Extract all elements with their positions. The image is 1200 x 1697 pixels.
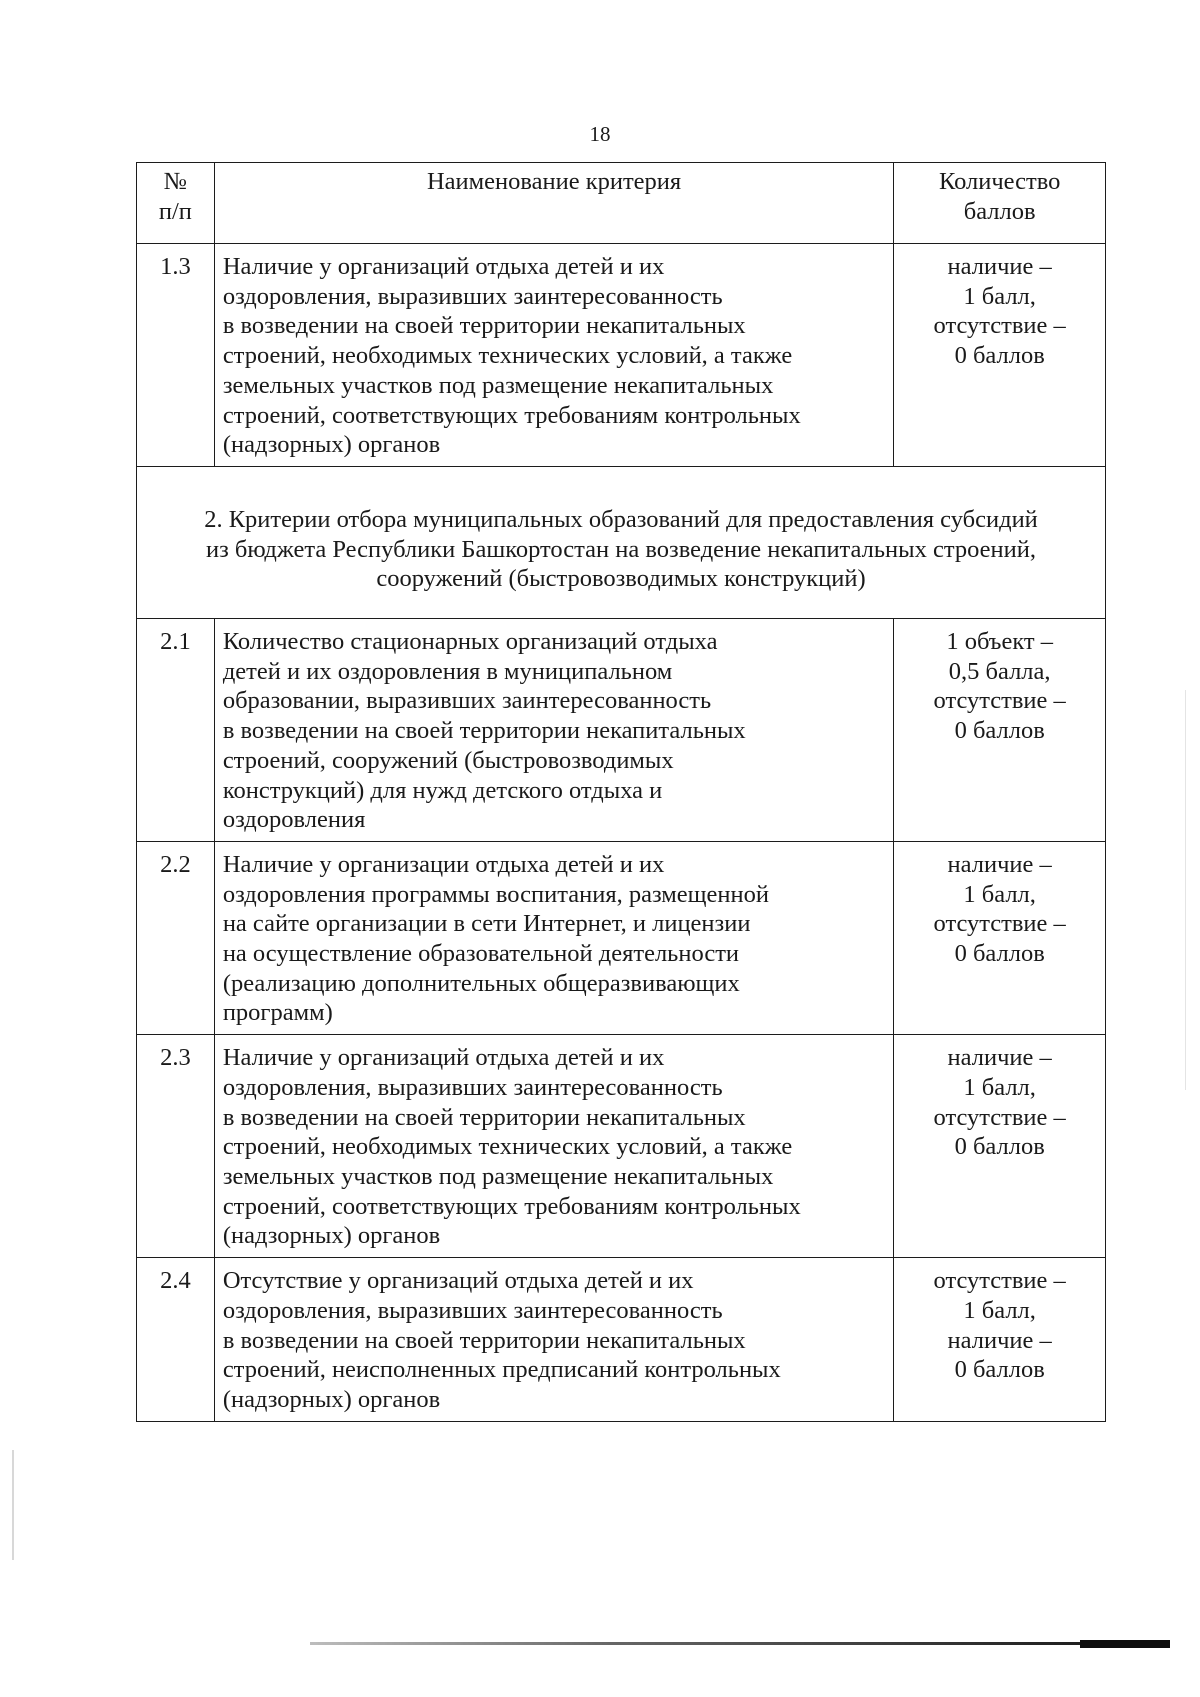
- criterion-line: в возведении на своей территории некапитальных: [222, 1103, 746, 1131]
- criterion-line: конструкций) для нужд детского отдыха и: [222, 776, 663, 804]
- row-number: 2.1: [137, 619, 215, 842]
- criterion-name: [214, 1258, 894, 1422]
- criterion-line: строений, необходимых технических условий, а также: [222, 1133, 793, 1161]
- criterion-line: оздоровления, выразивших заинтересованность: [222, 1296, 723, 1324]
- criterion-line: на сайте организации в сети Интернет, и лицензии: [222, 910, 751, 938]
- score-line: 0 баллов: [954, 940, 1045, 968]
- criterion-line: (надзорных) органов: [222, 1385, 441, 1413]
- criterion-name: [214, 619, 894, 842]
- score-line: отсутствие –: [933, 910, 1066, 938]
- score-line: 0,5 балла,: [948, 657, 1051, 685]
- criterion-score: [894, 619, 1106, 842]
- criterion-score: [894, 1258, 1106, 1422]
- criterion-line: (надзорных) органов: [222, 431, 441, 459]
- score-line: 0 баллов: [954, 1133, 1045, 1161]
- header-score: [894, 163, 1106, 244]
- score-line: наличие –: [947, 253, 1052, 280]
- header-score-line: баллов: [963, 197, 1036, 225]
- header-num-line: №: [163, 168, 188, 195]
- header-score-line: Количество: [938, 168, 1061, 195]
- criterion-line: в возведении на своей территории некапитальных: [222, 312, 746, 340]
- score-line: 1 объект –: [946, 628, 1054, 656]
- row-number: 1.3: [137, 244, 215, 467]
- criterion-line: Отсутствие у организаций отдыха детей и их: [222, 1267, 694, 1295]
- criterion-line: Наличие у организации отдыха детей и их: [222, 850, 665, 878]
- score-line: отсутствие –: [933, 687, 1066, 715]
- criterion-line: оздоровления, выразивших заинтересованность: [222, 282, 723, 310]
- row-number: 2.3: [137, 1035, 215, 1258]
- score-line: отсутствие –: [933, 1103, 1066, 1131]
- criterion-name: [214, 244, 894, 467]
- scan-artifact-mark: [1185, 690, 1186, 1090]
- criteria-table: [136, 162, 1106, 1422]
- score-line: 0 баллов: [954, 1356, 1045, 1384]
- criterion-name: [214, 841, 894, 1034]
- criterion-line: оздоровления программы воспитания, размещенной: [222, 880, 769, 908]
- score-line: наличие –: [947, 850, 1052, 878]
- section-heading: [137, 466, 1106, 618]
- criterion-score: [894, 841, 1106, 1034]
- table-row: [137, 1035, 1106, 1258]
- table-row: [137, 841, 1106, 1034]
- criterion-score: [894, 244, 1106, 467]
- score-line: наличие –: [947, 1326, 1052, 1354]
- scan-artifact-mark: [12, 1450, 14, 1560]
- criterion-line: земельных участков под размещение некапитальных: [222, 371, 774, 399]
- criterion-line: строений, соответствующих требованиям контрольных: [222, 1192, 801, 1220]
- criterion-line: на осуществление образовательной деятельности: [222, 940, 740, 968]
- table-row: [137, 244, 1106, 467]
- page-number: 18: [589, 122, 611, 146]
- header-num: [137, 163, 215, 244]
- criterion-line: детей и их оздоровления в муниципальном: [222, 657, 673, 685]
- score-line: 1 балл,: [963, 1296, 1036, 1324]
- header-name: Наименование критерия: [214, 163, 894, 244]
- criterion-line: в возведении на своей территории некапитальных: [222, 1326, 746, 1354]
- score-line: отсутствие –: [933, 1267, 1066, 1295]
- criterion-line: оздоровления, выразивших заинтересованность: [222, 1073, 723, 1101]
- bottom-scan-line-end: [1080, 1640, 1170, 1648]
- score-line: отсутствие –: [933, 312, 1066, 340]
- criterion-line: образовании, выразивших заинтересованность: [222, 687, 712, 715]
- criterion-line: Количество стационарных организаций отдыха: [222, 628, 718, 656]
- row-number: 2.4: [137, 1258, 215, 1422]
- bottom-scan-line: [310, 1642, 1170, 1645]
- criterion-line: строений, сооружений (быстровозводимых: [222, 746, 674, 774]
- score-line: 0 баллов: [954, 342, 1045, 370]
- table-header-row: [137, 163, 1106, 244]
- criterion-line: программ): [222, 999, 333, 1027]
- score-line: 0 баллов: [954, 717, 1045, 745]
- criterion-line: (реализацию дополнительных общеразвивающих: [222, 969, 740, 997]
- row-number: 2.2: [137, 841, 215, 1034]
- table-row: [137, 619, 1106, 842]
- table-row: [137, 1258, 1106, 1422]
- header-num-line: п/п: [158, 197, 192, 225]
- criterion-line: в возведении на своей территории некапитальных: [222, 717, 746, 745]
- criterion-line: строений, необходимых технических условий, а также: [222, 342, 793, 370]
- criterion-line: строений, соответствующих требованиям контрольных: [222, 401, 801, 429]
- criterion-line: Наличие у организаций отдыха детей и их: [222, 1044, 665, 1072]
- section-heading-row: [137, 466, 1106, 618]
- score-line: наличие –: [947, 1044, 1052, 1072]
- score-line: 1 балл,: [963, 1073, 1036, 1101]
- section-heading-line: 2. Критерии отбора муниципальных образований для предоставления субсидий: [204, 505, 1038, 533]
- criterion-line: оздоровления: [222, 806, 366, 834]
- criterion-line: Наличие у организаций отдыха детей и их: [222, 253, 665, 280]
- section-heading-line: из бюджета Республики Башкортостан на возведение некапитальных строений,: [205, 535, 1037, 563]
- score-line: 1 балл,: [963, 880, 1036, 908]
- criterion-line: земельных участков под размещение некапитальных: [222, 1162, 774, 1190]
- criterion-score: [894, 1035, 1106, 1258]
- section-heading-line: сооружений (быстровозводимых конструкций): [376, 565, 866, 593]
- criterion-name: [214, 1035, 894, 1258]
- criterion-line: строений, неисполненных предписаний контрольных: [222, 1356, 781, 1384]
- criterion-line: (надзорных) органов: [222, 1222, 441, 1250]
- score-line: 1 балл,: [963, 282, 1036, 310]
